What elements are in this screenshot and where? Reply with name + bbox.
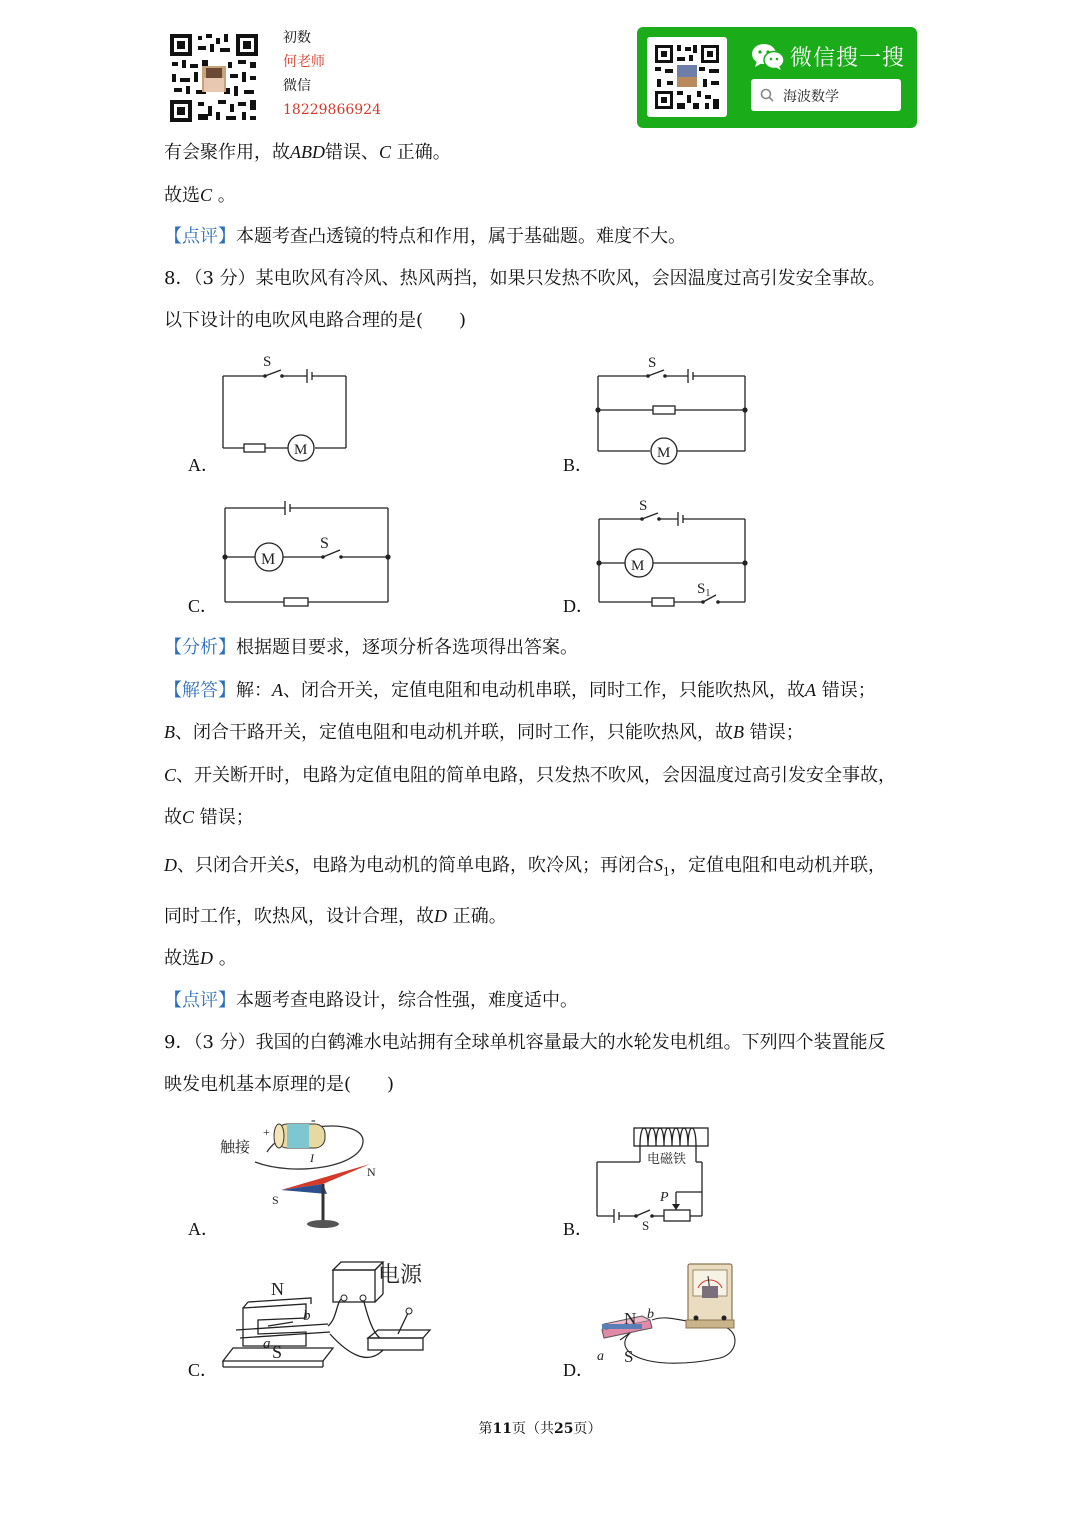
contact-phone: 18229866924 — [283, 102, 381, 118]
comment-line: 【点评】本题考查凸透镜的特点和作用，属于基础题。难度不大。 — [164, 226, 686, 247]
solution-line: 同时工作，吹热风，设计合理，故D 正确。 — [164, 906, 507, 927]
search-icon — [760, 87, 774, 101]
pole-n-label: N — [367, 1165, 376, 1179]
page-footer: 第11页（共25页） — [478, 1421, 602, 1437]
point-a-label: a — [597, 1349, 604, 1364]
analysis-line: 【分析】根据题目要求，逐项分析各选项得出答案。 — [164, 637, 578, 658]
question-9-line: 9．（3 分）我国的白鹤滩水电站拥有全球单机容量最大的水轮发电机组。下列四个装置能反 — [164, 1032, 886, 1053]
motor-label: M — [657, 445, 671, 461]
switch-label: S — [320, 535, 329, 552]
plus-label: + — [263, 1125, 270, 1139]
q9-figure-a-oersted — [215, 1112, 390, 1234]
point-b-label: b — [303, 1308, 311, 1324]
text-line: 有会聚作用，故ABD错误、C 正确。 — [164, 142, 451, 163]
question-9-line: 映发电机基本原理的是( ) — [164, 1074, 395, 1095]
banner-search-box[interactable] — [751, 79, 901, 111]
page-total: 25 — [554, 1421, 574, 1437]
q9-option-b-label: B． — [563, 1219, 594, 1239]
contact-name: 何老师 — [283, 54, 325, 70]
q9-figure-d-galvanometer — [590, 1258, 750, 1370]
pole-s-label: S — [272, 1342, 283, 1362]
switch-label: S — [642, 1218, 650, 1233]
comment-tag: 【点评】 — [164, 990, 236, 1011]
qr-code-banner — [647, 37, 727, 117]
solution-line: 【解答】解：A、闭合开关，定值电阻和电动机串联，同时工作，只能吹热风，故A 错误； — [164, 680, 876, 701]
wechat-search-banner[interactable] — [637, 27, 917, 128]
point-b-label: b — [647, 1307, 654, 1322]
solution-line: 故C 错误； — [164, 807, 254, 828]
banner-search-text: 海波数学 — [783, 89, 839, 105]
question-8-line: 以下设计的电吹风电路合理的是( ) — [164, 310, 467, 331]
contact-line: 初数 — [283, 30, 311, 46]
page-number: 11 — [492, 1421, 512, 1437]
current-label: I — [310, 1151, 314, 1165]
slider-p-label: P — [660, 1190, 669, 1205]
q8-circuit-a — [218, 350, 353, 465]
solution-line: D、只闭合开关S，电路为电动机的简单电路，吹冷风；再闭合$S_1$，定值电阻和电动机并联， — [164, 855, 886, 879]
qr-code-left — [168, 32, 260, 124]
q8-option-b-label: B． — [563, 455, 594, 475]
q8-circuit-c — [218, 494, 393, 609]
q8-circuit-b — [592, 350, 752, 465]
q8-option-c-label: C． — [188, 596, 219, 616]
switch1-label: $S_1$ — [697, 581, 711, 599]
point-a-label: a — [263, 1336, 271, 1352]
solution-line: B、闭合干路开关，定值电阻和电动机并联，同时工作，只能吹热风，故B 错误； — [164, 722, 804, 743]
solution-line: C、开关断开时，电路为定值电阻的简单电路，只发热不吹风，会因温度过高引发安全事故， — [164, 765, 897, 786]
pole-s-label: S — [624, 1347, 634, 1366]
motor-label: M — [261, 551, 276, 568]
q9-option-d-label: D． — [563, 1360, 594, 1380]
comment-tag: 【点评】 — [164, 226, 236, 247]
switch-label: S — [263, 354, 272, 370]
motor-label: M — [631, 558, 645, 574]
solution-tag: 【解答】 — [164, 680, 236, 701]
q9-option-c-label: C． — [188, 1360, 219, 1380]
q8-option-d-label: D． — [563, 596, 594, 616]
analysis-tag: 【分析】 — [164, 637, 236, 658]
text-line: 故选C 。 — [164, 185, 236, 206]
pole-n-label: N — [271, 1279, 284, 1299]
pole-s-label: S — [272, 1193, 279, 1207]
pole-n-label: N — [624, 1309, 637, 1328]
wechat-logo-icon — [751, 43, 785, 71]
banner-title: 微信搜一搜 — [790, 46, 906, 71]
comment-line: 【点评】本题考查电路设计，综合性强，难度适中。 — [164, 990, 578, 1011]
switch-label: S — [639, 498, 648, 514]
switch-label: S — [648, 355, 657, 371]
touch-label: 触接 — [220, 1140, 251, 1156]
question-8-line: 8．（3 分）某电吹风有冷风、热风两挡，如果只发热不吹风，会因温度过高引发安全事故。 — [164, 268, 886, 289]
q8-option-a-label: A． — [188, 455, 219, 475]
minus-label: - — [311, 1113, 316, 1128]
contact-line: 微信 — [283, 78, 311, 94]
choice-line: 故选D 。 — [164, 948, 237, 969]
electromagnet-label: 电磁铁 — [647, 1151, 687, 1166]
power-label: 电源 — [378, 1262, 423, 1287]
motor-label: M — [294, 442, 308, 458]
q9-figure-b-electromagnet — [592, 1122, 717, 1234]
q9-option-a-label: A． — [188, 1219, 219, 1239]
q9-figure-c-apparatus — [218, 1258, 433, 1373]
q8-circuit-d — [592, 492, 752, 610]
